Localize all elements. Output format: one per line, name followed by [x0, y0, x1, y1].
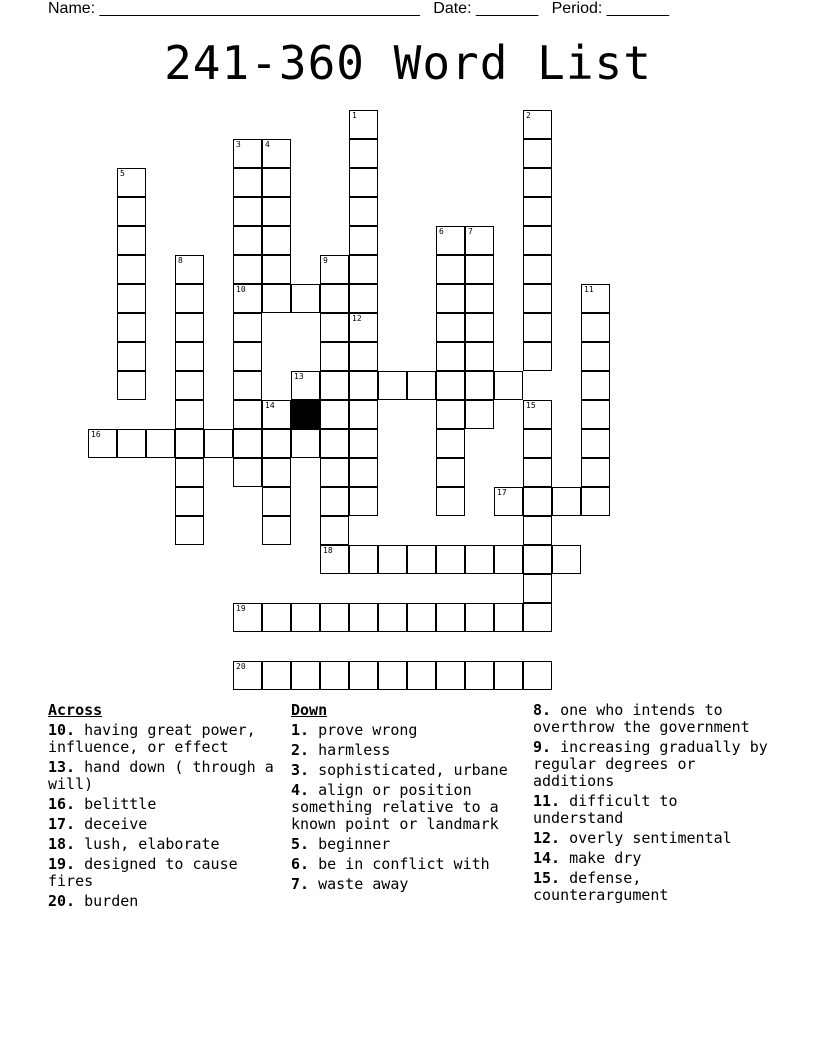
- crossword-cell[interactable]: [465, 342, 494, 371]
- crossword-cell[interactable]: [523, 342, 552, 371]
- crossword-cell[interactable]: [117, 226, 146, 255]
- crossword-cell[interactable]: [581, 429, 610, 458]
- down-list: [291, 722, 523, 893]
- crossword-cell[interactable]: [349, 226, 378, 255]
- crossword-cell[interactable]: [175, 313, 204, 342]
- clue-number: 13.: [48, 758, 76, 776]
- clue-item: [48, 796, 280, 813]
- clue-item: [291, 742, 523, 759]
- crossword-cell[interactable]: [349, 168, 378, 197]
- crossword-cell[interactable]: [465, 545, 494, 574]
- period-label: Period:: [551, 0, 603, 17]
- crossword-cell[interactable]: [436, 255, 465, 284]
- clue-number: 12.: [533, 829, 561, 847]
- crossword-cell[interactable]: [233, 661, 262, 690]
- crossword-cell[interactable]: [436, 342, 465, 371]
- crossword-black-cell: [291, 400, 320, 429]
- crossword-cell[interactable]: [436, 313, 465, 342]
- clue-item: [533, 830, 773, 847]
- cell-number: 4: [265, 140, 270, 149]
- crossword-cell[interactable]: [349, 429, 378, 458]
- crossword-cell[interactable]: [465, 371, 494, 400]
- clue-text: overly sentimental: [560, 829, 732, 847]
- clue-text: harmless: [309, 741, 391, 759]
- crossword-cell[interactable]: [233, 197, 262, 226]
- crossword-cell[interactable]: [320, 342, 349, 371]
- crossword-cell[interactable]: [262, 603, 291, 632]
- clue-text: deceive: [75, 815, 148, 833]
- crossword-cell[interactable]: [465, 313, 494, 342]
- crossword-cell[interactable]: [349, 661, 378, 690]
- crossword-cell[interactable]: [523, 139, 552, 168]
- crossword-cell[interactable]: [349, 371, 378, 400]
- clue-item: [48, 722, 280, 756]
- crossword-cell[interactable]: [175, 371, 204, 400]
- crossword-cell[interactable]: [523, 661, 552, 690]
- cell-number: 3: [236, 140, 241, 149]
- down-heading: Down: [291, 701, 328, 719]
- crossword-cell[interactable]: [523, 226, 552, 255]
- cell-number: 20: [236, 662, 246, 671]
- crossword-cell[interactable]: [175, 458, 204, 487]
- clue-number: 8.: [533, 701, 552, 719]
- crossword-cell[interactable]: [233, 400, 262, 429]
- crossword-cell[interactable]: [262, 458, 291, 487]
- crossword-cell[interactable]: [552, 545, 581, 574]
- clue-text: be in conflict with: [309, 855, 490, 873]
- crossword-cell[interactable]: [436, 400, 465, 429]
- crossword-cell[interactable]: [523, 487, 552, 516]
- clue-text: beginner: [309, 835, 391, 853]
- clue-number: 7.: [291, 875, 310, 893]
- clue-item: [533, 702, 773, 736]
- crossword-cell[interactable]: [233, 458, 262, 487]
- crossword-cell[interactable]: [233, 139, 262, 168]
- crossword-cell[interactable]: [581, 400, 610, 429]
- crossword-cell[interactable]: [407, 603, 436, 632]
- clue-text: hand down ( through a will): [48, 758, 274, 793]
- crossword-cell[interactable]: [175, 284, 204, 313]
- crossword-cell[interactable]: [320, 458, 349, 487]
- crossword-cell[interactable]: [465, 284, 494, 313]
- clue-number: 19.: [48, 855, 76, 873]
- clue-number: 20.: [48, 892, 76, 910]
- crossword-cell[interactable]: [175, 516, 204, 545]
- date-label: Date:: [433, 0, 472, 17]
- date-blank[interactable]: _______: [475, 0, 539, 17]
- crossword-cell[interactable]: [349, 545, 378, 574]
- crossword-cell[interactable]: [233, 603, 262, 632]
- clue-item: [533, 850, 773, 867]
- crossword-cell[interactable]: [494, 371, 523, 400]
- crossword-cell[interactable]: [320, 371, 349, 400]
- clue-text: waste away: [309, 875, 409, 893]
- crossword-cell[interactable]: [523, 168, 552, 197]
- clue-number: 5.: [291, 835, 310, 853]
- clue-number: 14.: [533, 849, 561, 867]
- clue-item: [291, 782, 523, 833]
- clue-text: increasing gradually by regular degrees or additions: [533, 738, 768, 790]
- clue-number: 9.: [533, 738, 552, 756]
- clue-number: 18.: [48, 835, 76, 853]
- clue-number: 2.: [291, 741, 310, 759]
- crossword-cell[interactable]: [378, 661, 407, 690]
- crossword-cell[interactable]: [320, 255, 349, 284]
- crossword-cell[interactable]: [436, 371, 465, 400]
- clue-item: [291, 722, 523, 739]
- page-title: 241-360 Word List: [164, 36, 652, 90]
- clue-text: make dry: [560, 849, 642, 867]
- crossword-cell[interactable]: [117, 255, 146, 284]
- crossword-cell[interactable]: [436, 661, 465, 690]
- across-list: [48, 722, 280, 910]
- crossword-cell[interactable]: [117, 197, 146, 226]
- crossword-cell[interactable]: [523, 313, 552, 342]
- cell-number: 8: [178, 256, 183, 265]
- crossword-cell[interactable]: [117, 429, 146, 458]
- cell-number: 16: [91, 430, 101, 439]
- clue-item: [291, 876, 523, 893]
- cell-number: 17: [497, 488, 507, 497]
- crossword-cell[interactable]: [523, 545, 552, 574]
- crossword-cell[interactable]: [262, 284, 291, 313]
- crossword-cell[interactable]: [262, 661, 291, 690]
- crossword-cell[interactable]: [436, 284, 465, 313]
- crossword-cell[interactable]: [523, 603, 552, 632]
- cell-number: 15: [526, 401, 536, 410]
- cell-number: 1: [352, 111, 357, 120]
- clue-item: [48, 816, 280, 833]
- clue-text: sophisticated, urbane: [309, 761, 508, 779]
- crossword-cell[interactable]: [407, 661, 436, 690]
- crossword-cell[interactable]: [349, 458, 378, 487]
- clue-item: [291, 856, 523, 873]
- crossword-cell[interactable]: [233, 342, 262, 371]
- crossword-cell[interactable]: [233, 429, 262, 458]
- clue-text: lush, elaborate: [75, 835, 220, 853]
- clue-text: having great power, influence, or effect: [48, 721, 256, 756]
- crossword-cell[interactable]: [494, 603, 523, 632]
- crossword-cell[interactable]: [117, 371, 146, 400]
- crossword-cell[interactable]: [262, 168, 291, 197]
- crossword-cell[interactable]: [262, 139, 291, 168]
- crossword-cell[interactable]: [349, 342, 378, 371]
- crossword-cell[interactable]: [523, 400, 552, 429]
- crossword-cell[interactable]: [117, 168, 146, 197]
- crossword-cell[interactable]: [349, 255, 378, 284]
- crossword-cell[interactable]: [262, 400, 291, 429]
- clue-text: align or position something relative to a known point or landmark: [291, 781, 499, 833]
- crossword-cell[interactable]: [581, 371, 610, 400]
- crossword-cell[interactable]: [291, 284, 320, 313]
- crossword-cell[interactable]: [117, 313, 146, 342]
- crossword-cell[interactable]: [262, 487, 291, 516]
- clue-text: defense, counterargument: [533, 869, 669, 904]
- crossword-cell[interactable]: [581, 313, 610, 342]
- crossword-cell[interactable]: [291, 429, 320, 458]
- crossword-cell[interactable]: [465, 400, 494, 429]
- crossword-cell[interactable]: [523, 574, 552, 603]
- crossword-cell[interactable]: [117, 284, 146, 313]
- crossword-cell[interactable]: [117, 342, 146, 371]
- crossword-cell[interactable]: [262, 516, 291, 545]
- crossword-cell[interactable]: [436, 487, 465, 516]
- crossword-cell[interactable]: [88, 429, 117, 458]
- clue-text: prove wrong: [309, 721, 418, 739]
- period-blank[interactable]: _______: [606, 0, 670, 17]
- crossword-cell[interactable]: [465, 661, 494, 690]
- clue-text: one who intends to overthrow the government: [533, 701, 750, 736]
- cell-number: 5: [120, 169, 125, 178]
- crossword-cell[interactable]: [233, 168, 262, 197]
- crossword-cell[interactable]: [436, 603, 465, 632]
- clue-number: 11.: [533, 792, 561, 810]
- crossword-cell[interactable]: [320, 661, 349, 690]
- down-clues: [291, 702, 523, 896]
- crossword-cell[interactable]: [436, 429, 465, 458]
- across-heading: Across: [48, 701, 103, 719]
- crossword-cell[interactable]: [320, 400, 349, 429]
- crossword-cell[interactable]: [349, 139, 378, 168]
- crossword-cell[interactable]: [349, 487, 378, 516]
- cell-number: 9: [323, 256, 328, 265]
- clue-text: burden: [75, 892, 139, 910]
- crossword-cell[interactable]: [523, 516, 552, 545]
- clue-number: 3.: [291, 761, 310, 779]
- crossword-cell[interactable]: [233, 226, 262, 255]
- down-clues-continued: [533, 702, 773, 907]
- crossword-cell[interactable]: [523, 429, 552, 458]
- down-list-continued: [533, 702, 773, 904]
- clue-item: [48, 836, 280, 853]
- crossword-cell[interactable]: [465, 226, 494, 255]
- crossword-cell[interactable]: [523, 197, 552, 226]
- clue-item: [48, 893, 280, 910]
- crossword-cell[interactable]: [407, 371, 436, 400]
- crossword-cell[interactable]: [320, 284, 349, 313]
- crossword-cell[interactable]: [349, 284, 378, 313]
- clue-item: [291, 836, 523, 853]
- crossword-cell[interactable]: [494, 661, 523, 690]
- crossword-cell[interactable]: [320, 487, 349, 516]
- crossword-cell[interactable]: [233, 255, 262, 284]
- crossword-cell[interactable]: [320, 313, 349, 342]
- crossword-cell[interactable]: [494, 487, 523, 516]
- cell-number: 13: [294, 372, 304, 381]
- clue-text: designed to cause fires: [48, 855, 238, 890]
- crossword-cell[interactable]: [552, 487, 581, 516]
- crossword-cell[interactable]: [436, 458, 465, 487]
- cell-number: 10: [236, 285, 246, 294]
- clue-number: 4.: [291, 781, 310, 799]
- name-label: Name:: [48, 0, 96, 17]
- crossword-cell[interactable]: [523, 255, 552, 284]
- crossword-cell[interactable]: [320, 429, 349, 458]
- crossword-cell[interactable]: [581, 458, 610, 487]
- clue-item: [533, 870, 773, 904]
- name-blank[interactable]: ____________________________________: [99, 0, 420, 17]
- crossword-cell[interactable]: [378, 603, 407, 632]
- clue-item: [533, 793, 773, 827]
- crossword-cell[interactable]: [436, 545, 465, 574]
- crossword-cell[interactable]: [233, 284, 262, 313]
- cell-number: 18: [323, 546, 333, 555]
- crossword-cell[interactable]: [175, 487, 204, 516]
- crossword-cell[interactable]: [320, 516, 349, 545]
- clue-text: difficult to understand: [533, 792, 678, 827]
- cell-number: 6: [439, 227, 444, 236]
- crossword-cell[interactable]: [204, 429, 233, 458]
- crossword-cell[interactable]: [175, 255, 204, 284]
- crossword-cell[interactable]: [291, 371, 320, 400]
- clue-number: 17.: [48, 815, 76, 833]
- crossword-cell[interactable]: [233, 371, 262, 400]
- cell-number: 11: [584, 285, 594, 294]
- clue-number: 16.: [48, 795, 76, 813]
- crossword-cell[interactable]: [465, 255, 494, 284]
- crossword-cell[interactable]: [378, 371, 407, 400]
- crossword-cell[interactable]: [320, 545, 349, 574]
- cell-number: 14: [265, 401, 275, 410]
- crossword-cell[interactable]: [581, 487, 610, 516]
- crossword-cell[interactable]: [581, 342, 610, 371]
- crossword-cell[interactable]: [349, 110, 378, 139]
- crossword-cell[interactable]: [378, 545, 407, 574]
- clue-number: 1.: [291, 721, 310, 739]
- crossword-cell[interactable]: [523, 110, 552, 139]
- clue-number: 6.: [291, 855, 310, 873]
- cell-number: 19: [236, 604, 246, 613]
- crossword-cell[interactable]: [349, 400, 378, 429]
- crossword-cell[interactable]: [320, 603, 349, 632]
- crossword-cell[interactable]: [523, 458, 552, 487]
- crossword-cell[interactable]: [291, 603, 320, 632]
- cell-number: 12: [352, 314, 362, 323]
- crossword-cell[interactable]: [262, 197, 291, 226]
- crossword-cell[interactable]: [146, 429, 175, 458]
- clue-item: [533, 739, 773, 790]
- crossword-cell[interactable]: [175, 429, 204, 458]
- crossword-cell[interactable]: [262, 429, 291, 458]
- crossword-cell[interactable]: [349, 197, 378, 226]
- clue-text: belittle: [75, 795, 157, 813]
- crossword-cell[interactable]: [291, 661, 320, 690]
- crossword-cell[interactable]: [262, 255, 291, 284]
- crossword-cell[interactable]: [175, 400, 204, 429]
- across-clues: [48, 702, 280, 913]
- clue-number: 10.: [48, 721, 76, 739]
- crossword-cell[interactable]: [436, 226, 465, 255]
- clue-number: 15.: [533, 869, 561, 887]
- crossword-cell[interactable]: [465, 603, 494, 632]
- cell-number: 7: [468, 227, 473, 236]
- crossword-cell[interactable]: [581, 284, 610, 313]
- crossword-cell[interactable]: [523, 284, 552, 313]
- clue-item: [291, 762, 523, 779]
- crossword-cell[interactable]: [349, 313, 378, 342]
- crossword-cell[interactable]: [494, 545, 523, 574]
- crossword-cell[interactable]: [233, 313, 262, 342]
- cell-number: 2: [526, 111, 531, 120]
- crossword-cell[interactable]: [407, 545, 436, 574]
- clue-item: [48, 759, 280, 793]
- clue-item: [48, 856, 280, 890]
- crossword-cell[interactable]: [349, 603, 378, 632]
- crossword-cell[interactable]: [262, 226, 291, 255]
- crossword-cell[interactable]: [175, 342, 204, 371]
